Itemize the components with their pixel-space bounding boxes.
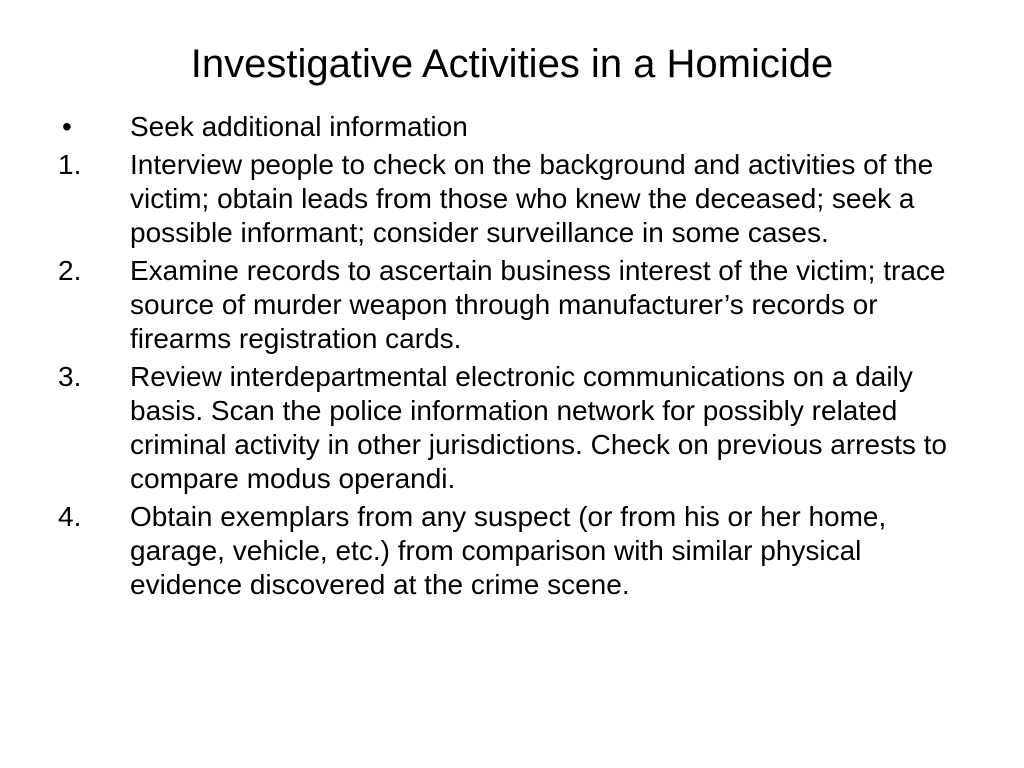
slide-content bbox=[58, 110, 978, 606]
item-number: 1. bbox=[58, 149, 82, 180]
item-text: Obtain exemplars from any suspect (or from his or her home, garage, vehicle, etc.) from comparison with similar physical evidence discovered at the crime scene. bbox=[130, 501, 887, 600]
numbered-item-4 bbox=[58, 500, 978, 602]
item-number: 2. bbox=[58, 255, 82, 286]
bullet-item bbox=[58, 110, 978, 144]
item-text: Interview people to check on the background and activities of the victim; obtain leads from those who knew the deceased; seek a possible informant; consider surveillance in some cases. bbox=[130, 149, 934, 248]
item-number: 4. bbox=[58, 501, 82, 532]
bullet-text: Seek additional information bbox=[130, 111, 468, 142]
bullet-marker: • bbox=[62, 111, 72, 142]
numbered-item-2 bbox=[58, 254, 978, 356]
slide-title: Investigative Activities in a Homicide bbox=[190, 42, 834, 86]
numbered-item-1 bbox=[58, 148, 978, 250]
item-text: Examine records to ascertain business interest of the victim; trace source of murder weapon through manufacturer’s records or firearms registration cards. bbox=[130, 255, 946, 354]
numbered-item-3 bbox=[58, 360, 978, 496]
item-number: 3. bbox=[58, 361, 82, 392]
item-text: Review interdepartmental electronic communications on a daily basis. Scan the police information network for possibly related criminal activity in other jurisdictions. Check on previous arrests to compare modus operandi. bbox=[130, 361, 947, 494]
